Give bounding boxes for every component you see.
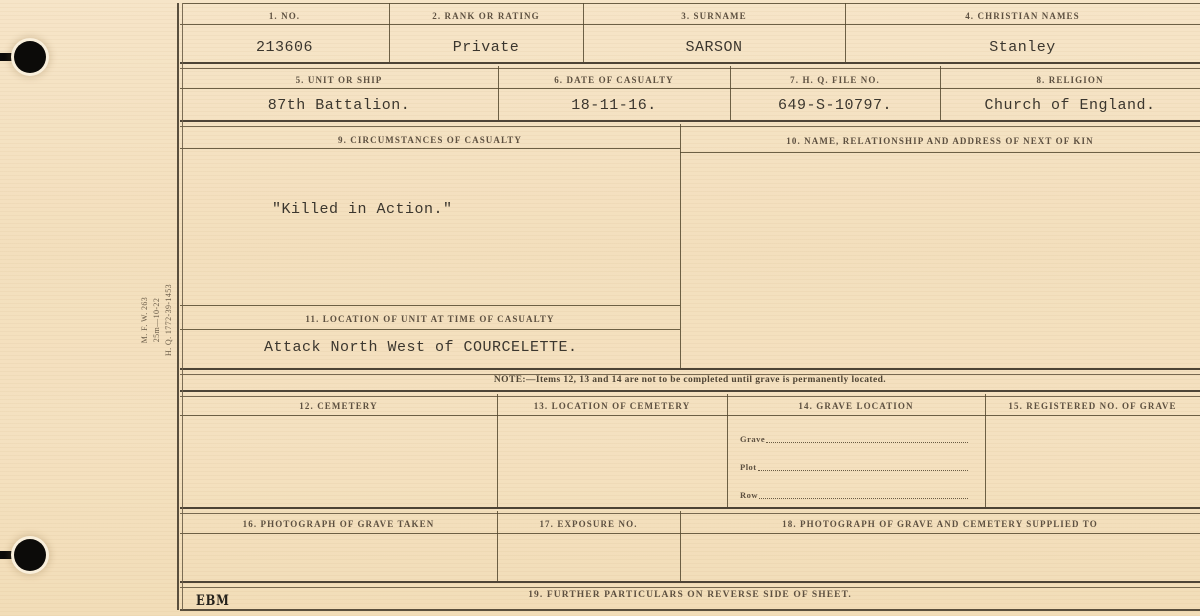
punch-hole-icon <box>14 539 46 571</box>
plot-line-label: Plot <box>740 462 757 472</box>
field-christian-names-value: Stanley <box>989 39 1056 56</box>
field-rank-label: 2. RANK OR RATING <box>432 11 540 21</box>
row4-bottom-rule <box>180 507 1200 514</box>
field-surname-label: 3. SURNAME <box>681 11 747 21</box>
field-no-value: 213606 <box>255 39 313 56</box>
row4-header-rule <box>180 415 1200 416</box>
ebm-stamp: EBM <box>196 593 230 609</box>
dotted-leader <box>766 442 968 443</box>
field-unit-value: 87th Battalion. <box>267 97 411 114</box>
field-christian-names-label: 4. CHRISTIAN NAMES <box>965 11 1080 21</box>
field-rank-value: Private <box>452 39 520 56</box>
form-number-line: 25m—10-22 <box>152 297 161 343</box>
row5-header-rule <box>180 533 1200 534</box>
circumstances-value: "Killed in Action." <box>272 201 453 218</box>
row2-bottom-rule <box>180 120 1200 127</box>
grave-location-label: 14. GRAVE LOCATION <box>798 401 914 411</box>
row5-bottom-rule <box>180 581 1200 588</box>
cemetery-location-label: 13. LOCATION OF CEMETERY <box>533 401 691 411</box>
grave-location-fields <box>740 432 968 516</box>
note-top-rule <box>180 368 1200 375</box>
grave-line <box>740 432 968 444</box>
row1-header-rule <box>180 24 1200 25</box>
field-date-of-casualty-label: 6. DATE OF CASUALTY <box>554 75 674 85</box>
exposure-no-label: 17. EXPOSURE NO. <box>539 519 638 529</box>
note-bottom-rule <box>180 390 1200 397</box>
field-surname-value: SARSON <box>685 39 743 56</box>
grave-line-label: Grave <box>740 434 766 444</box>
table-top-border <box>183 3 1200 4</box>
photo-grave-taken-label: 16. PHOTOGRAPH OF GRAVE TAKEN <box>242 519 435 529</box>
unit-location-value: Attack North West of COURCELETTE. <box>264 339 578 356</box>
punch-hole-icon <box>14 41 46 73</box>
field-unit-label: 5. UNIT OR SHIP <box>295 75 383 85</box>
row2-header-rule <box>180 88 1200 89</box>
row-line <box>740 488 968 500</box>
row-line-label: Row <box>740 490 759 500</box>
unit-location-header-rule <box>180 329 680 330</box>
table-bottom-border <box>180 609 1200 611</box>
unit-location-top-rule <box>180 305 680 306</box>
plot-line <box>740 460 968 472</box>
note-text: NOTE:—Items 12, 13 and 14 are not to be completed until grave is permanently located. <box>493 375 887 385</box>
next-of-kin-label: 10. NAME, RELATIONSHIP AND ADDRESS OF NEXT OF KIN <box>786 136 1094 146</box>
field-date-of-casualty-value: 18-11-16. <box>571 97 657 114</box>
field-religion-label: 8. RELIGION <box>1036 75 1104 85</box>
field-hq-file-no-label: 7. H. Q. FILE NO. <box>790 75 880 85</box>
circumstances-label: 9. CIRCUMSTANCES OF CASUALTY <box>338 135 522 145</box>
field-religion-value: Church of England. <box>984 97 1156 114</box>
form-number-line: H. Q. 1772-39-1453 <box>164 283 173 357</box>
registered-grave-no-label: 15. REGISTERED NO. OF GRAVE <box>1008 401 1177 411</box>
dotted-leader <box>759 498 968 499</box>
column-divider <box>680 124 681 368</box>
next-of-kin-header-rule <box>680 152 1200 153</box>
unit-location-label: 11. LOCATION OF UNIT AT TIME OF CASUALTY <box>305 314 555 324</box>
form-number-vertical-text <box>139 265 175 375</box>
form-number-line: M. F. W. 263 <box>140 296 149 344</box>
cemetery-label: 12. CEMETERY <box>299 401 378 411</box>
circumstances-header-rule <box>180 148 680 149</box>
row1-bottom-rule <box>180 62 1200 69</box>
footer-text: 19. FURTHER PARTICULARS ON REVERSE SIDE OF SHEET. <box>528 590 852 600</box>
field-no-label: 1. NO. <box>268 11 301 21</box>
field-hq-file-no-value: 649-S-10797. <box>777 97 893 114</box>
photo-supplied-to-label: 18. PHOTOGRAPH OF GRAVE AND CEMETERY SUPPLIED TO <box>782 519 1098 529</box>
dotted-leader <box>758 470 968 471</box>
